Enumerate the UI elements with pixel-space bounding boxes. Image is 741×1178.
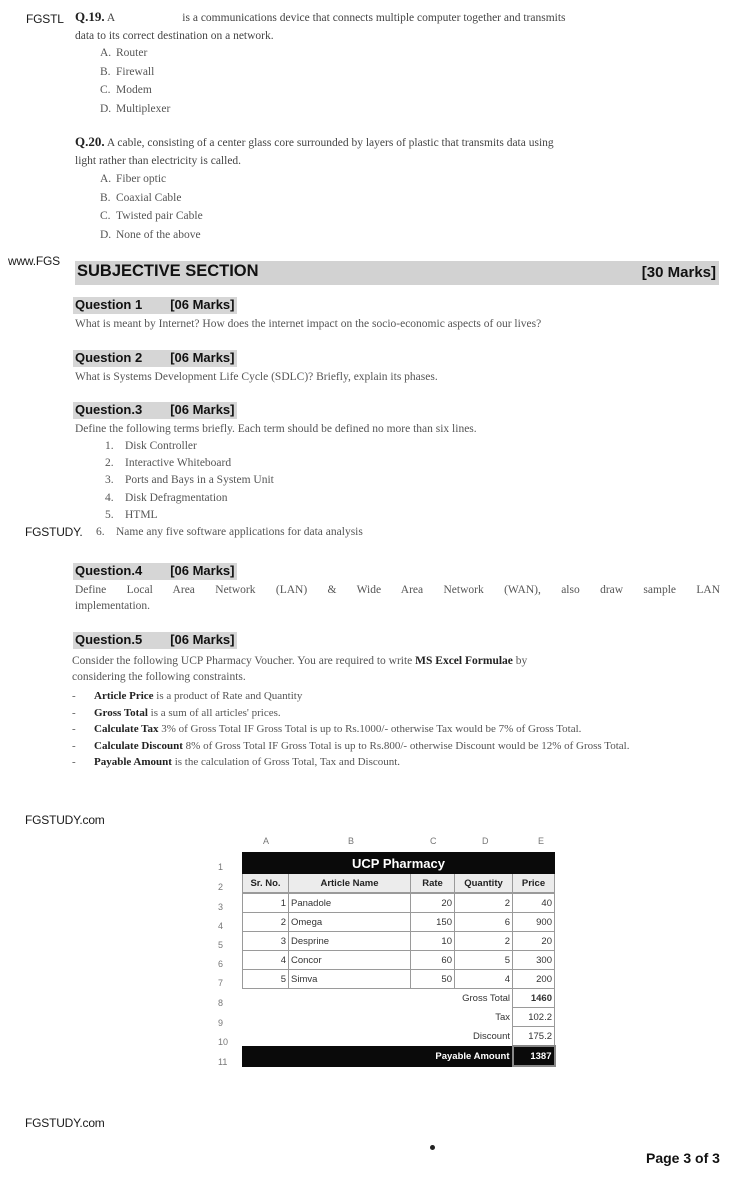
header-sr-no: Sr. No. [243,874,289,894]
question-5-heading [73,632,237,649]
option-b: B. Firewall [100,65,155,78]
question-label: Question.3 [75,402,143,417]
cell-rate: 50 [411,970,455,989]
header-rate: Rate [411,874,455,894]
column-header-b: B [348,836,355,846]
cell-qty: 2 [455,893,513,913]
payable-row [243,1046,555,1066]
constraint-item: - Gross Total is a sum of all articles' prices. [72,705,720,722]
discount-row [243,1027,555,1047]
question-20 [75,133,725,170]
cell-sr: 5 [243,970,289,989]
header-price: Price [513,874,555,894]
gross-total-row [243,989,555,1008]
voucher-header-row [243,874,555,894]
question-marks: [06 Marks] [170,402,235,417]
table-row [243,893,555,913]
cell-rate: 60 [411,951,455,970]
constraint-item: - Calculate Tax 3% of Gross Total IF Gross Total is up to Rs.1000/- otherwise Tax would be 7% of Gross Total. [72,721,720,738]
voucher-table [242,852,556,1067]
watermark-section: www.FGS [8,254,60,268]
question-marks: [06 Marks] [170,297,235,312]
row-header: 2 [218,882,224,892]
discount-value: 175.2 [513,1027,555,1047]
cell-name: Simva [289,970,411,989]
subjective-section-header [75,261,719,285]
row-header: 8 [218,998,224,1008]
constraint-item: - Payable Amount is the calculation of Gross Total, Tax and Discount. [72,754,720,771]
table-row [243,951,555,970]
cell-name: Concor [289,951,411,970]
term-item: 3. Ports and Bays in a System Unit [105,474,274,487]
option-a: A. Fiber optic [100,173,167,185]
row-header: 9 [218,1018,224,1028]
row-header: 10 [218,1037,229,1047]
discount-label: Discount [243,1027,513,1047]
cell-price: 900 [513,913,555,932]
voucher-title-row [243,853,555,874]
cell-name: Panadole [289,893,411,913]
question-marks: [06 Marks] [170,563,235,578]
cell-price: 40 [513,893,555,913]
question-19 [75,8,725,45]
cell-sr: 2 [243,913,289,932]
cell-qty: 2 [455,932,513,951]
cell-name: Desprine [289,932,411,951]
question-text: light rather than electricity is called. [75,155,242,167]
question-4-text-line1: Define Local Area Network (LAN) & Wide Area Network (WAN), also draw sample LAN [75,584,720,596]
term-item: 4. Disk Defragmentation [105,491,228,504]
column-header-d: D [482,836,489,846]
column-header-a: A [263,836,270,846]
question-number: Q.20. [75,134,105,149]
section-title: SUBJECTIVE SECTION [77,262,259,280]
table-row [243,970,555,989]
question-5-intro: Consider the following UCP Pharmacy Voucher. You are required to write MS Excel Formulae by considering the following constraints. [72,655,528,683]
question-text: is a communications device that connects multiple computer together and transmits [182,12,566,24]
row-header: 7 [218,978,224,988]
question-label: Question 2 [75,350,143,365]
question-number: Q.19. [75,9,105,24]
question-3-heading [73,402,237,419]
watermark-bottom: FGSTUDY.com [25,1116,105,1130]
constraint-item: - Calculate Discount 8% of Gross Total IF Gross Total is up to Rs.800/- otherwise Discount would be 12% of Gross Total. [72,738,720,755]
watermark-q3: FGSTUDY. [25,525,83,539]
term-item: 1. Disk Controller [105,440,197,452]
question-marks: [06 Marks] [170,350,235,365]
stray-dot [430,1145,435,1150]
header-quantity: Quantity [455,874,513,894]
row-header: 1 [218,862,224,872]
cell-sr: 1 [243,893,289,913]
term-item: 2. Interactive Whiteboard [105,457,232,470]
cell-price: 200 [513,970,555,989]
option-d: D. Multiplexer [100,102,171,115]
q20-options [100,170,203,244]
question-5-constraints [72,688,720,771]
term-item: 6. Name any five software applications for data analysis [96,526,363,539]
row-header: 11 [218,1057,228,1067]
gross-total-label: Gross Total [243,989,513,1008]
column-header-c: C [430,836,437,846]
watermark-q5: FGSTUDY.com [25,813,105,827]
row-header: 6 [218,959,224,969]
term-item: 5. HTML [105,508,158,521]
cell-price: 20 [513,932,555,951]
question-label: Question.5 [75,632,143,647]
cell-rate: 10 [411,932,455,951]
question-marks: [06 Marks] [170,632,235,647]
cell-sr: 3 [243,932,289,951]
question-text: A [106,12,115,24]
table-row [243,932,555,951]
table-row [243,913,555,932]
cell-sr: 4 [243,951,289,970]
option-b: B. Coaxial Cable [100,191,182,204]
page-number: Page 3 of 3 [646,1150,720,1166]
cell-qty: 6 [455,913,513,932]
gross-total-value: 1460 [513,989,555,1008]
option-d: D. None of the above [100,228,201,241]
question-4-text-line2: implementation. [75,600,151,612]
tax-value: 102.2 [513,1008,555,1027]
section-marks: [30 Marks] [641,264,716,281]
row-header: 5 [218,940,224,950]
constraint-item: - Article Price is a product of Rate and Quantity [72,688,720,705]
q19-options [100,44,170,118]
header-article-name: Article Name [289,874,411,894]
payable-value: 1387 [513,1046,555,1066]
cell-price: 300 [513,951,555,970]
question-label: Question 1 [75,297,143,312]
option-c: C. Modem [100,84,152,96]
row-header: 4 [218,921,224,931]
question-1-heading [73,297,237,314]
question-4-heading [73,563,237,580]
question-2-text: What is Systems Development Life Cycle (SDLC)? Briefly, explain its phases. [75,371,438,383]
cell-name: Omega [289,913,411,932]
column-header-e: E [538,836,545,846]
cell-qty: 4 [455,970,513,989]
voucher-title: UCP Pharmacy [243,853,555,874]
question-3-terms [96,438,363,541]
question-text: data to its correct destination on a network. [75,30,274,42]
cell-rate: 150 [411,913,455,932]
question-3-text: Define the following terms briefly. Each term should be defined no more than six lines. [75,423,477,435]
question-2-heading [73,350,237,367]
watermark-top: FGSTL [26,12,64,26]
tax-row [243,1008,555,1027]
tax-label: Tax [243,1008,513,1027]
option-c: C. Twisted pair Cable [100,210,203,222]
cell-qty: 5 [455,951,513,970]
row-header: 3 [218,902,224,912]
question-label: Question.4 [75,563,143,578]
option-a: A. Router [100,47,148,59]
cell-rate: 20 [411,893,455,913]
question-text: A cable, consisting of a center glass core surrounded by layers of plastic that transmits data using [106,137,554,149]
question-1-text: What is meant by Internet? How does the internet impact on the socio-economic aspects of our lives? [75,318,542,330]
payable-label: Payable Amount [243,1046,513,1066]
